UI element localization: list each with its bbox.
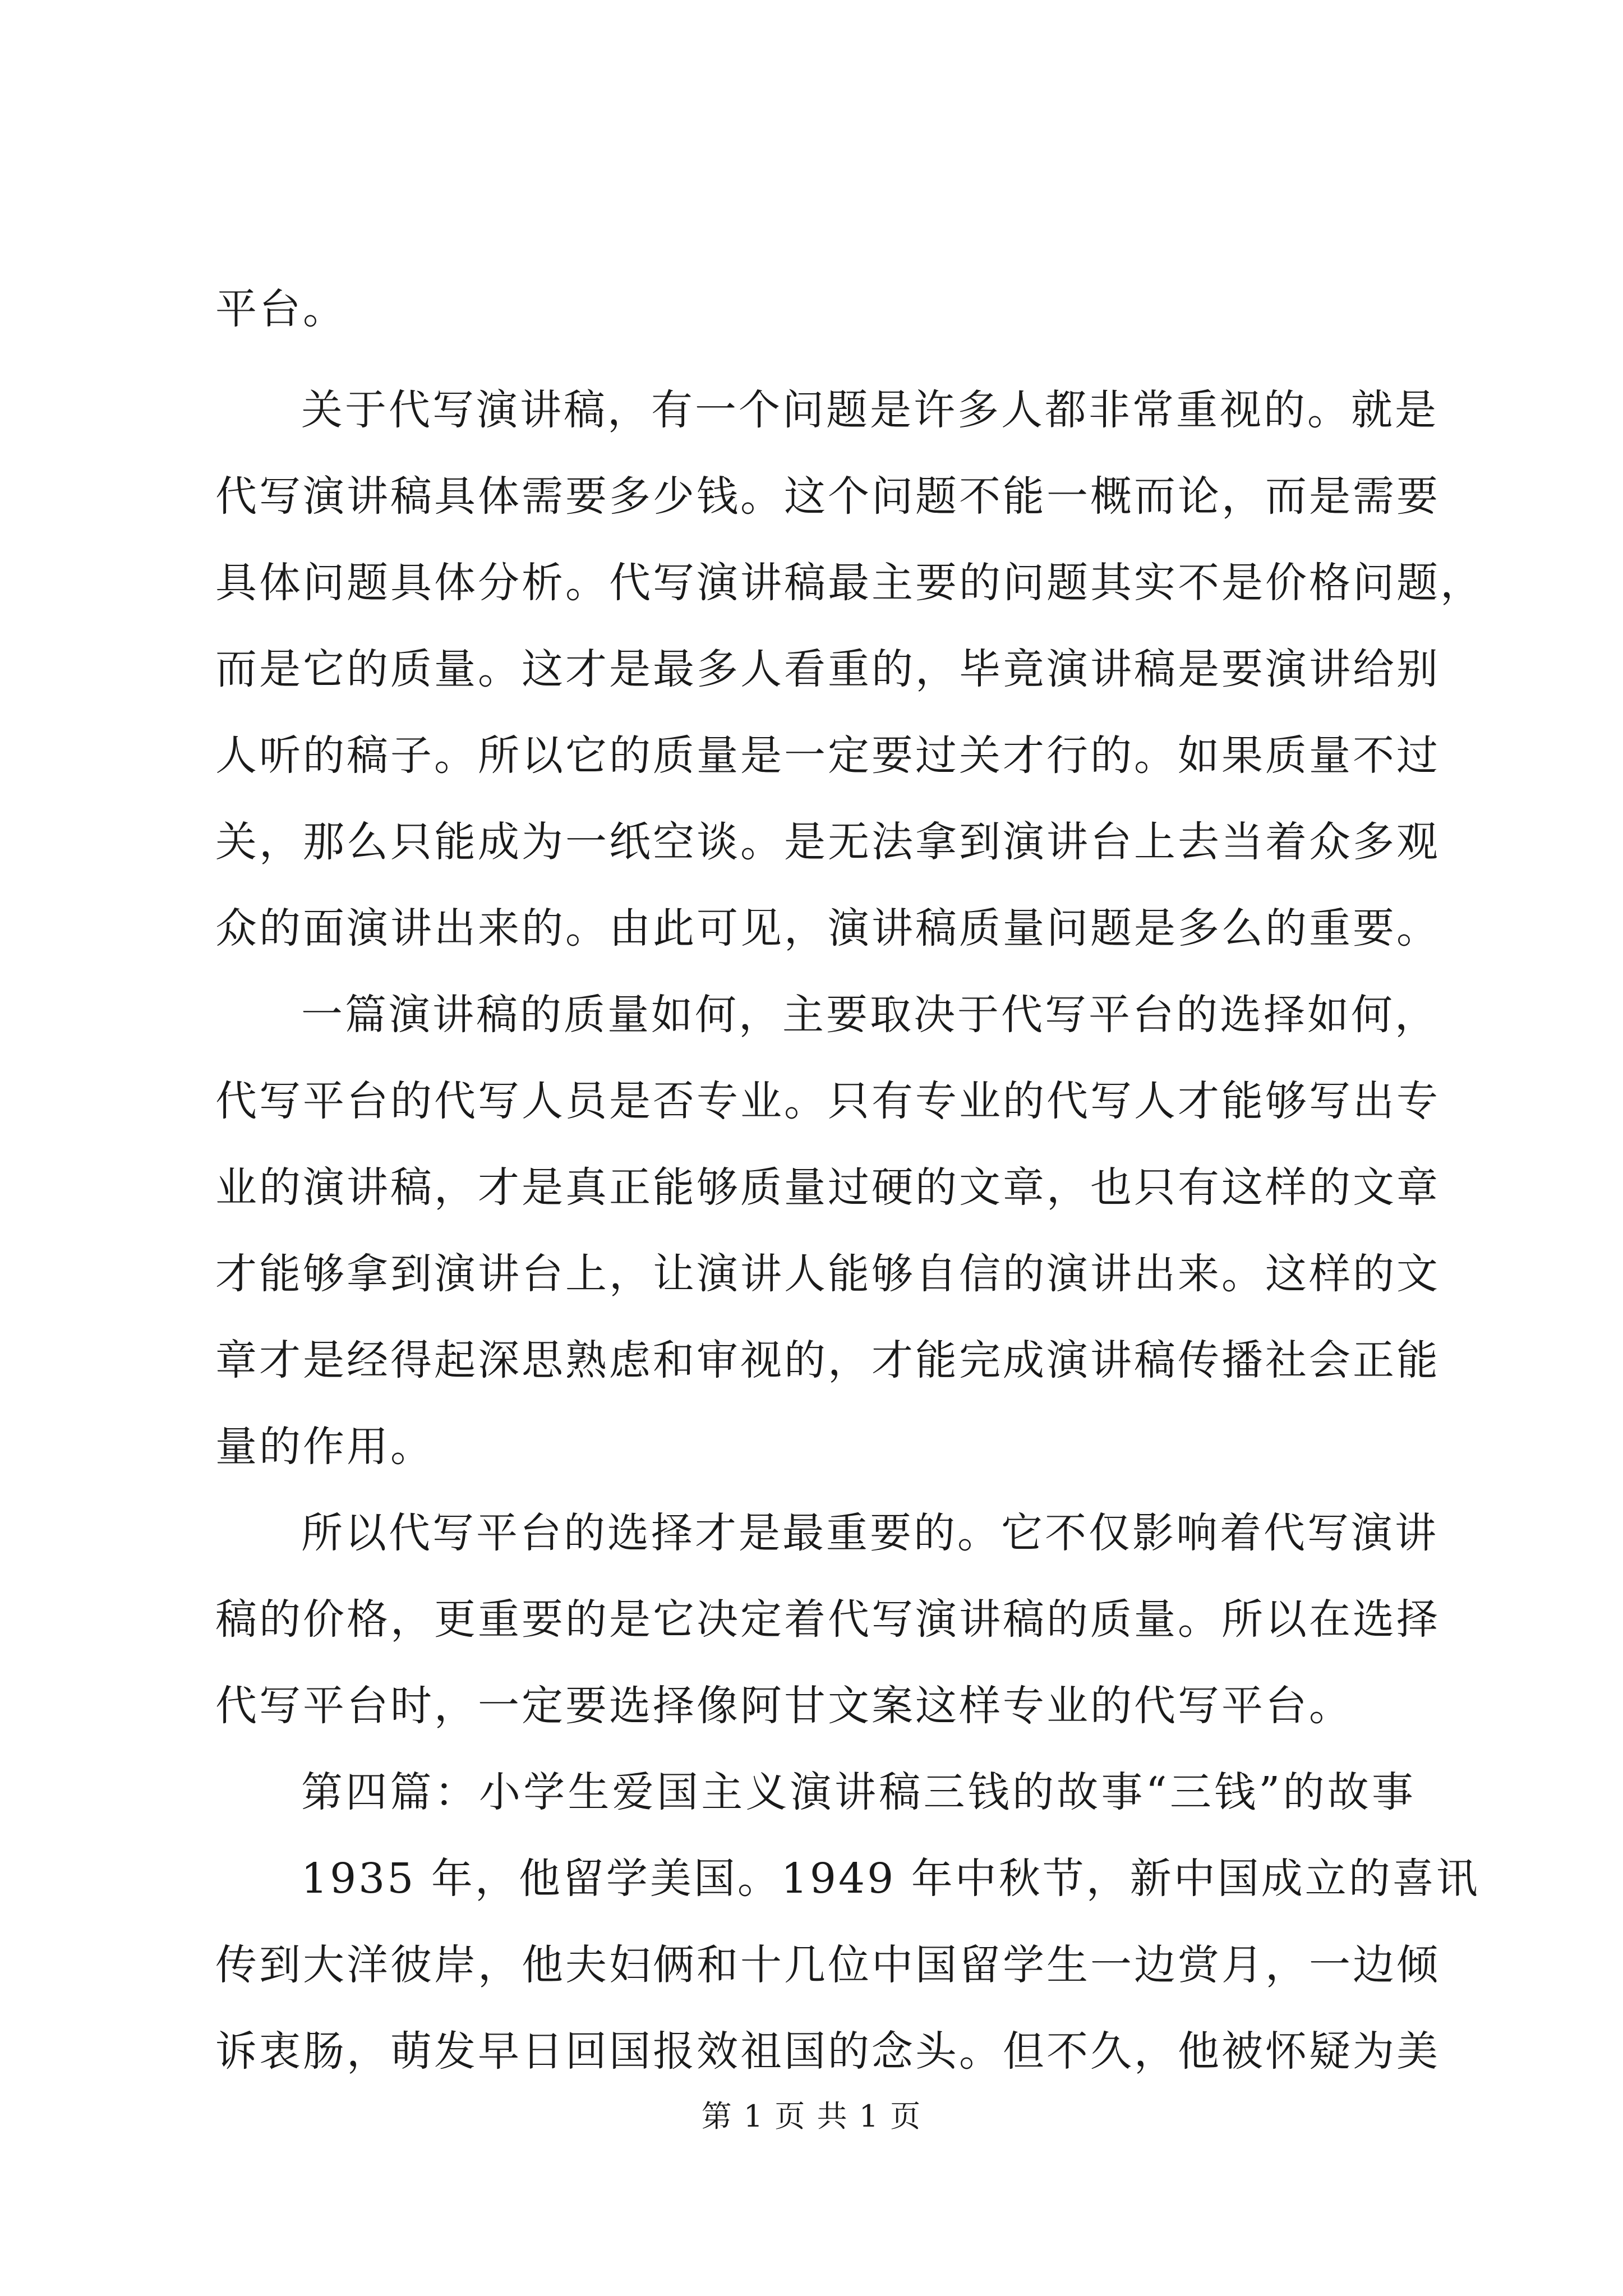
section-heading: 第四篇：小学生爱国主义演讲稿三钱的故事“三钱”的故事 (301, 1768, 1415, 1816)
text-line: 关于代写演讲稿，有一个问题是许多人都非常重视的。就是 (301, 386, 1438, 434)
text-line: 代写平台的代写人员是否专业。只有专业的代写人才能够写出专 (215, 1077, 1440, 1125)
text-line: 具体问题具体分析。代写演讲稿最主要的问题其实不是价格问题， (215, 559, 1484, 607)
text-line: 1935 年，他留学美国。1949 年中秋节，新中国成立的喜讯 (301, 1855, 1480, 1903)
text-line: 关，那么只能成为一纸空谈。是无法拿到演讲台上去当着众多观 (215, 818, 1440, 866)
text-line: 一篇演讲稿的质量如何，主要取决于代写平台的选择如何， (301, 991, 1438, 1039)
text-line: 稿的价格，更重要的是它决定着代写演讲稿的质量。所以在选择 (215, 1595, 1440, 1644)
text-line: 代写演讲稿具体需要多少钱。这个问题不能一概而论，而是需要 (215, 472, 1440, 521)
text-line: 所以代写平台的选择才是最重要的。它不仅影响着代写演讲 (301, 1509, 1438, 1557)
text-line: 业的演讲稿，才是真正能够质量过硬的文章，也只有这样的文章 (215, 1163, 1440, 1212)
text-line: 众的面演讲出来的。由此可见，演讲稿质量问题是多么的重要。 (215, 904, 1440, 953)
text-line: 平台。 (215, 285, 347, 333)
text-line: 而是它的质量。这才是最多人看重的，毕竟演讲稿是要演讲给别 (215, 645, 1440, 693)
text-line: 诉衷肠，萌发早日回国报效祖国的念头。但不久，他被怀疑为美 (215, 2027, 1440, 2076)
text-line: 传到大洋彼岸，他夫妇俩和十几位中国留学生一边赏月，一边倾 (215, 1941, 1440, 1989)
text-line: 人听的稿子。所以它的质量是一定要过关才行的。如果质量不过 (215, 731, 1440, 780)
page-number-footer: 第 1 页 共 1 页 (701, 2099, 922, 2134)
text-line: 才能够拿到演讲台上，让演讲人能够自信的演讲出来。这样的文 (215, 1250, 1440, 1298)
text-line: 代写平台时，一定要选择像阿甘文案这样专业的代写平台。 (215, 1682, 1353, 1730)
text-line: 量的作用。 (215, 1423, 434, 1471)
text-line: 章才是经得起深思熟虑和审视的，才能完成演讲稿传播社会正能 (215, 1336, 1440, 1384)
